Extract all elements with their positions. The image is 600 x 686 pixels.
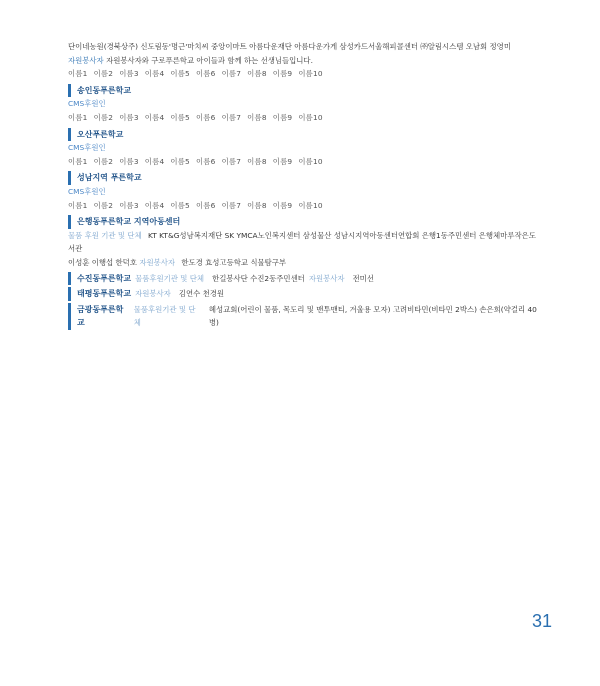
volunteer-label: 자원봉사자 (139, 257, 176, 267)
volunteer-text: 김연수 천경원 (178, 289, 224, 299)
section-title: 태평동푸른학교 (68, 287, 131, 301)
section-title: 금광동푸른학교 (68, 303, 130, 330)
donor-label: 물품후원기관 및 단체 (133, 304, 196, 328)
section-subtitle: CMS후원인 (68, 143, 106, 153)
name-item: 이름5 (170, 69, 190, 79)
volunteer-text: 한도경 효성고등학교 식물탐구부 (181, 257, 287, 267)
sponsor-line: 단이네농원(경북상주) 신도림동'명근'마치씨 중앙이마트 아름다운재단 아름다운가게 삼성카드서울해피콜센터 ㈜알림시스템 오남회 정영미 (68, 42, 511, 51)
name-item: 이름9 (272, 69, 293, 79)
volunteer-label: 자원봉사자 (135, 289, 171, 299)
name-item: 이름5 (170, 112, 190, 122)
name-item: 이름8 (247, 112, 267, 122)
section-subtitle: CMS후원인 (68, 186, 106, 196)
name-item: 이름6 (195, 112, 216, 122)
content (68, 40, 538, 330)
donor-text: 혜성교회(어린이 물품, 목도리 및 맨투맨티, 겨울용 모자) 고려비타민(비타민 2박스) 손은희(약걸리 40병) (208, 304, 537, 328)
section-geumgwang (68, 303, 538, 330)
name-item: 이름8 (247, 200, 267, 210)
name-item: 이름2 (93, 200, 114, 210)
name-item: 이름7 (221, 200, 242, 210)
name-item: 이름1 (68, 200, 88, 210)
name-item: 이름1 (68, 112, 88, 122)
name-item: 이름7 (221, 69, 242, 79)
eunhaeng-donors (68, 229, 538, 256)
name-item: 이름1 (68, 156, 88, 166)
section-title: 오산푸른학교 (68, 128, 538, 142)
name-item: 이름10 (298, 69, 323, 79)
name-item: 이름6 (195, 156, 216, 166)
section-title: 송인동푸른학교 (68, 84, 538, 98)
section-names (68, 155, 538, 169)
name-item: 이름1 (68, 69, 88, 79)
donor-label: 물품 후원 기관 및 단체 (68, 230, 142, 240)
name-item: 이름5 (170, 156, 190, 166)
name-item: 이름4 (144, 156, 165, 166)
section-seongnam (68, 171, 538, 212)
name-item: 이름6 (195, 69, 216, 79)
name-item: 이름7 (221, 112, 242, 122)
volunteer-text: 전미선 (352, 273, 374, 283)
section-names (68, 111, 538, 125)
donor-text: KT KT&G성남복지재단 SK YMCA노인복지센터 삼성물산 성남시지역아동센터연합회 은행1동주민센터 은행체마루작은도서관 (68, 230, 536, 254)
name-item: 이름3 (119, 69, 139, 79)
volunteer-intro-line (68, 54, 538, 68)
section-eunhaeng (68, 215, 538, 269)
section-title: 성남지역 푸른학교 (68, 171, 538, 185)
name-item: 이름3 (119, 200, 139, 210)
name-item: 이름4 (144, 112, 165, 122)
section-osan (68, 128, 538, 169)
name-item: 이름3 (119, 156, 139, 166)
name-item: 이름5 (170, 200, 190, 210)
name-item: 이름9 (272, 112, 293, 122)
name-item: 이름3 (119, 112, 139, 122)
section-sujin (68, 272, 538, 286)
name-item: 이름2 (93, 156, 114, 166)
page-number: 31 (531, 611, 552, 631)
volunteer-intro-text: 자원봉사자와 구로푸른학교 아이들과 함께 하는 선생님들입니다. (106, 55, 313, 65)
name-item: 이름4 (144, 69, 165, 79)
name-item: 이름2 (93, 112, 114, 122)
donor-text: 한길봉사단 수진2동주민센터 (212, 273, 305, 283)
section-songin (68, 84, 538, 125)
section-title: 수진동푸른학교 (68, 272, 131, 286)
eunhaeng-names: 이성훈 이행섭 한덕호 (68, 257, 137, 267)
name-item: 이름10 (298, 112, 323, 122)
name-item: 이름8 (247, 156, 267, 166)
section-taepyeong (68, 287, 538, 301)
name-item: 이름9 (272, 156, 293, 166)
section-names (68, 199, 538, 213)
name-item: 이름10 (298, 200, 323, 210)
name-item: 이름10 (298, 156, 323, 166)
name-item: 이름2 (93, 69, 114, 79)
volunteer-label: 자원봉사자 (68, 55, 104, 65)
volunteer-label: 자원봉사자 (308, 273, 345, 283)
intro-names (68, 67, 538, 81)
eunhaeng-volunteers (68, 256, 538, 270)
section-title: 은행동푸른학교 지역아동센터 (68, 215, 538, 229)
section-subtitle: CMS후원인 (68, 99, 106, 109)
name-item: 이름4 (144, 200, 165, 210)
name-item: 이름6 (195, 200, 216, 210)
name-item: 이름7 (221, 156, 242, 166)
donor-label: 물품후원기관 및 단체 (135, 273, 205, 283)
name-item: 이름9 (272, 200, 293, 210)
name-item: 이름8 (247, 69, 267, 79)
